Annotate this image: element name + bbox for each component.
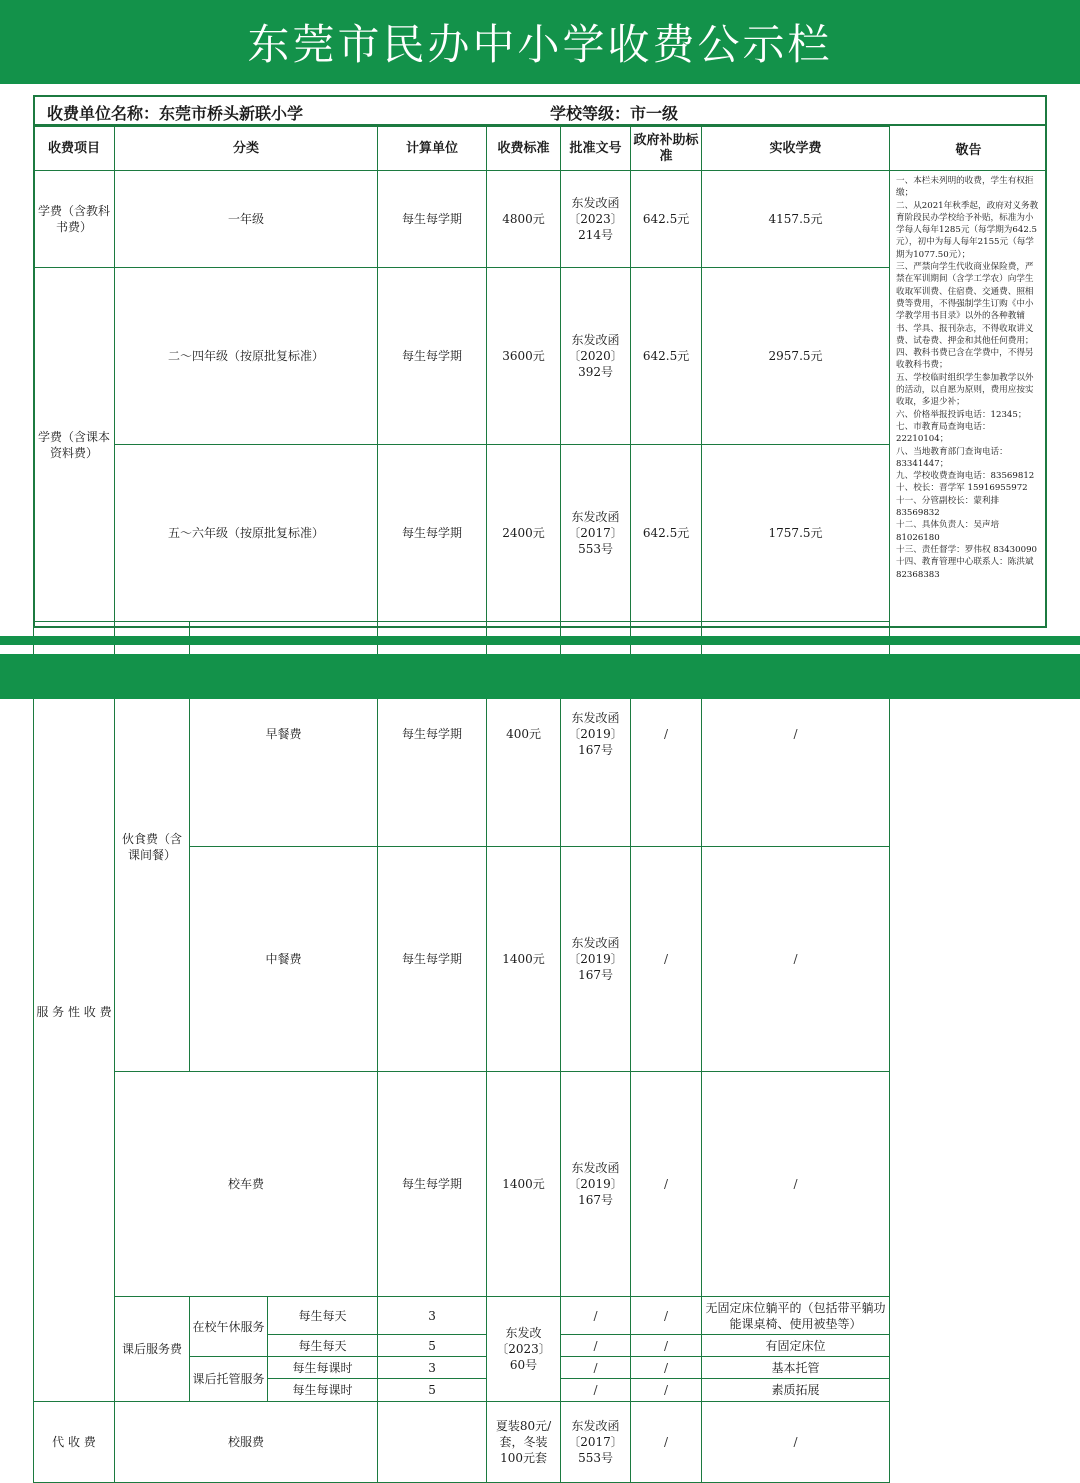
group-cell: 课后服务费 <box>115 1297 190 1402</box>
table-row <box>34 1072 890 1297</box>
unit-cell: 每生每课时 <box>268 1379 378 1402</box>
subsidy-cell: 642.5元 <box>631 171 702 268</box>
subsidy-cell: / <box>631 847 702 1072</box>
col-header-standard: 收费标准 <box>487 127 561 171</box>
notice-body <box>890 171 1047 585</box>
unit-name: 东莞市桥头新联小学 <box>159 104 304 123</box>
school-unit <box>47 101 303 124</box>
grade-label: 学校等级： <box>550 104 631 123</box>
subsidy-cell: 642.5元 <box>631 268 702 445</box>
item-cell: 服 务 性 收 费 <box>34 622 115 1402</box>
sub-category-cell: 早餐费 <box>190 622 378 847</box>
actual-cell: / <box>631 1379 702 1402</box>
unit-cell: 每生每学期 <box>378 622 487 847</box>
standard-cell: 夏装80元/套，冬装100元套 <box>487 1402 561 1483</box>
category-cell: 二～四年级（按原批复标准） <box>115 268 378 445</box>
actual-cell: / <box>702 1402 890 1483</box>
table-row <box>34 268 890 445</box>
approval-cell: 东发改函〔2019〕167号 <box>561 622 631 847</box>
table-row <box>34 171 890 268</box>
notice-line: 九、学校收费查询电话：83569812 <box>896 471 1035 482</box>
remark-cell: 基本托管 <box>702 1357 890 1379</box>
actual-cell: / <box>631 1335 702 1357</box>
subsidy-cell: / <box>561 1297 631 1335</box>
remark-cell: 无固定床位躺平的（包括带平躺功能课桌椅、使用被垫等） <box>702 1297 890 1335</box>
standard-cell: 5 <box>378 1335 487 1357</box>
col-header-unit: 计算单位 <box>378 127 487 171</box>
notice-line: 六、价格举报投诉电话：12345； <box>896 409 1027 420</box>
approval-cell: 东发改函〔2019〕167号 <box>561 847 631 1072</box>
item-cell: 代 收 费 <box>34 1402 115 1483</box>
fee-table <box>33 126 890 1483</box>
standard-cell: 1400元 <box>487 847 561 1072</box>
sub-category-cell: 中餐费 <box>190 847 378 1072</box>
notice-line: 十二、具体负责人：吴声培 81026180 <box>896 520 1002 543</box>
category-cell: 五～六年级（按原批复标准） <box>115 445 378 622</box>
category-cell: 校服费 <box>115 1402 378 1483</box>
approval-cell: 东发改函〔2023〕214号 <box>561 171 631 268</box>
notice-header: 敬告 <box>890 126 1047 171</box>
approval-cell: 东发改函〔2020〕392号 <box>561 268 631 445</box>
info-bar <box>35 97 1045 125</box>
notice-line: 二、从2021年秋季起，政府对义务教育阶段民办学校给予补贴，标准为小学每人每年1285元（每学期为642.5元），初中为每人每年2155元（每学期为1077.50元）； <box>896 200 1039 260</box>
col-header-approval: 批准文号 <box>561 127 631 171</box>
remark-cell: 有固定床位 <box>702 1335 890 1357</box>
unit-cell: 每生每学期 <box>378 1072 487 1297</box>
actual-cell: / <box>702 847 890 1072</box>
subsidy-cell: 642.5元 <box>631 445 702 622</box>
notice-line: 四、教科书费已含在学费中，不得另收教科书费； <box>896 348 1034 371</box>
subsidy-cell: / <box>561 1335 631 1357</box>
standard-cell: 3 <box>378 1297 487 1335</box>
notice-line: 一、本栏未列明的收费，学生有权拒缴； <box>896 176 1034 199</box>
header-row <box>34 127 890 171</box>
notice-line: 十四、教育管理中心联系人：陈洪斌 82368383 <box>896 557 1037 580</box>
item-cell: 学费（含课本资料费） <box>34 268 115 622</box>
footer-stripe <box>0 636 1080 645</box>
notice-line: 十一、分管副校长：蒙利排 83569832 <box>896 495 1002 519</box>
standard-cell: 1400元 <box>487 1072 561 1297</box>
footer-band <box>0 654 1080 699</box>
grade-value: 市一级 <box>630 104 679 123</box>
header-banner <box>0 0 1080 84</box>
actual-cell: / <box>631 1297 702 1335</box>
category-cell: 校车费 <box>115 1072 378 1297</box>
standard-cell: 5 <box>378 1379 487 1402</box>
col-header-actual: 实收学费 <box>702 127 890 171</box>
standard-cell: 4800元 <box>487 171 561 268</box>
approval-cell: 东发改函〔2017〕553号 <box>561 1402 631 1483</box>
notice-line: 八、当地教育部门查询电话：83341447； <box>896 446 1008 469</box>
remark-cell: 素质拓展 <box>702 1379 890 1402</box>
subsidy-cell: / <box>561 1379 631 1402</box>
unit-cell: 每生每天 <box>268 1335 378 1357</box>
unit-cell: 每生每学期 <box>378 171 487 268</box>
unit-cell: 每生每学期 <box>378 847 487 1072</box>
standard-cell: 400元 <box>487 622 561 847</box>
standard-cell: 3 <box>378 1357 487 1379</box>
page-title: 东莞市民办中小学收费公示栏 <box>247 20 833 69</box>
notice-line: 三、严禁向学生代收商业保险费，严禁在军训期间（含学工学农）向学生收取军训费、住宿费、交通费、照相费等费用，不得强制学生订购《中小学教学用书目录》以外的各种教辅书、学具、报刊杂志，不得收取讲义费、试卷费、押金和其他任何费用； <box>896 262 1034 346</box>
school-grade <box>550 101 678 124</box>
item-cell: 学费（含教科书费） <box>34 171 115 268</box>
approval-cell: 东发改函〔2017〕553号 <box>561 445 631 622</box>
actual-cell: / <box>702 622 890 847</box>
actual-cell: 2957.5元 <box>702 268 890 445</box>
notice-line: 十三、责任督学：罗伟权 83430090 <box>896 544 1038 555</box>
table-row <box>34 1297 890 1335</box>
notice-line: 十、校长：晋学军 15916955972 <box>896 483 1028 494</box>
table-row <box>34 1402 890 1483</box>
unit-cell: 每生每天 <box>268 1297 378 1335</box>
col-header-subsidy: 政府补助标准 <box>631 127 702 171</box>
standard-cell: 3600元 <box>487 268 561 445</box>
sub-group-cell: 课后托管服务 <box>190 1357 268 1402</box>
unit-cell <box>378 1402 487 1483</box>
actual-cell: / <box>631 1357 702 1379</box>
subsidy-cell: / <box>631 1402 702 1483</box>
col-header-category: 分类 <box>115 127 378 171</box>
category-cell: 一年级 <box>115 171 378 268</box>
subsidy-cell: / <box>631 622 702 847</box>
unit-cell: 每生每学期 <box>378 268 487 445</box>
table-row <box>34 445 890 622</box>
approval-cell: 东发改函〔2019〕167号 <box>561 1072 631 1297</box>
notice-line: 七、市教育局查询电话：22210104； <box>896 421 991 445</box>
unit-cell: 每生每课时 <box>268 1357 378 1379</box>
col-header-item: 收费项目 <box>34 127 115 171</box>
group-cell: 伙食费（含课间餐） <box>115 622 190 1072</box>
notice-column <box>889 126 1047 628</box>
subsidy-cell: / <box>631 1072 702 1297</box>
subsidy-cell: / <box>561 1357 631 1379</box>
approval-cell: 东发改〔2023〕60号 <box>487 1297 561 1402</box>
unit-label: 收费单位名称： <box>47 104 160 123</box>
sub-group-cell: 在校午休服务 <box>190 1297 268 1357</box>
actual-cell: 4157.5元 <box>702 171 890 268</box>
actual-cell: 1757.5元 <box>702 445 890 622</box>
notice-line: 五、学校临时组织学生参加教学以外的活动，以自愿为原则，费用应按实收取，多退少补； <box>896 372 1034 408</box>
unit-cell: 每生每学期 <box>378 445 487 622</box>
standard-cell: 2400元 <box>487 445 561 622</box>
actual-cell: / <box>702 1072 890 1297</box>
